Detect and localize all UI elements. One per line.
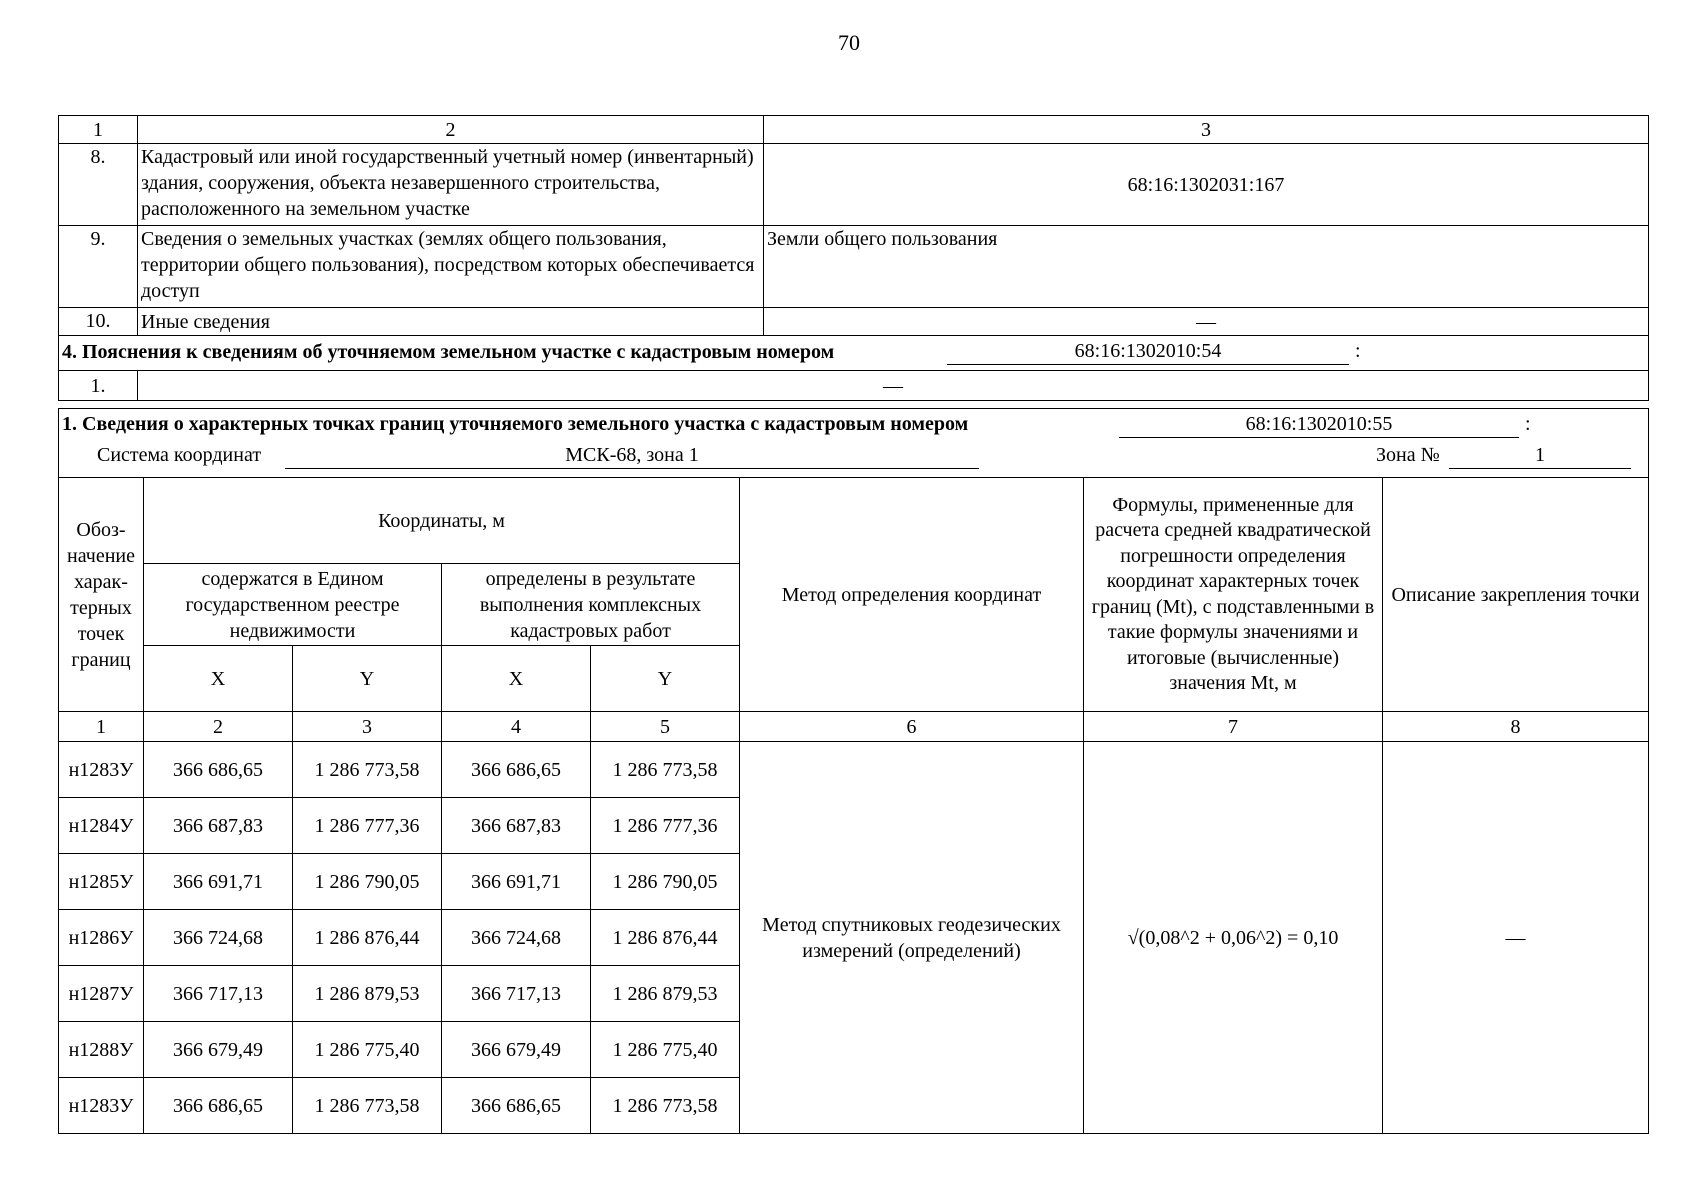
point-x-registry: 366 679,49 — [144, 1022, 293, 1078]
header-y: Y — [293, 646, 442, 712]
header-x: X — [144, 646, 293, 712]
section4-colon: : — [1355, 340, 1361, 362]
table-row — [59, 144, 1649, 226]
point-x-determined: 366 686,65 — [442, 1078, 591, 1134]
point-y-registry: 1 286 773,58 — [293, 1078, 442, 1134]
col-number: 8 — [1383, 712, 1649, 742]
point-designation: н1283У — [59, 742, 144, 798]
column-number-row — [59, 116, 1649, 144]
col-number: 5 — [591, 712, 740, 742]
col-number: 4 — [442, 712, 591, 742]
section4-cadastral-number: 68:16:1302010:54 — [947, 338, 1349, 365]
point-x-determined: 366 691,71 — [442, 854, 591, 910]
method-value: Метод спутниковых геодезических измерений (определений) — [740, 742, 1084, 1134]
boundary-points-table — [58, 408, 1649, 1134]
table-row — [59, 308, 1649, 336]
header-in-registry: содержатся в Едином государственном реестре недвижимости — [144, 564, 442, 646]
coord-system-value: МСК-68, зона 1 — [285, 442, 979, 469]
description-value: — — [1383, 742, 1649, 1134]
col-number: 2 — [138, 116, 764, 144]
col-number: 1 — [59, 116, 138, 144]
col-number: 3 — [293, 712, 442, 742]
zone-value: 1 — [1449, 442, 1631, 469]
point-y-determined: 1 286 775,40 — [591, 1022, 740, 1078]
point-x-registry: 366 724,68 — [144, 910, 293, 966]
row-number: 9. — [59, 226, 138, 308]
header-description: Описание закрепления точки — [1383, 478, 1649, 712]
point-y-determined: 1 286 773,58 — [591, 1078, 740, 1134]
col-number: 2 — [144, 712, 293, 742]
point-y-determined: 1 286 879,53 — [591, 966, 740, 1022]
point-x-registry: 366 686,65 — [144, 742, 293, 798]
zone-label: Зона № — [1376, 444, 1440, 466]
point-x-determined: 366 679,49 — [442, 1022, 591, 1078]
section1-header-row — [59, 409, 1649, 478]
col-number: 6 — [740, 712, 1084, 742]
col-number: 1 — [59, 712, 144, 742]
row-label: Кадастровый или иной государственный учетный номер (инвентарный) здания, сооружения, объекта незавершенного строительства, расположенного на земельном участке — [138, 144, 764, 226]
point-designation: н1284У — [59, 798, 144, 854]
point-designation: н1288У — [59, 1022, 144, 1078]
row-label: Сведения о земельных участках (землях общего пользования, территории общего пользования), посредством которых обеспечивается доступ — [138, 226, 764, 308]
section4-row — [59, 371, 1649, 401]
point-y-registry: 1 286 790,05 — [293, 854, 442, 910]
header-designation: Обоз-начение харак-терных точек границ — [59, 478, 144, 712]
point-x-determined: 366 717,13 — [442, 966, 591, 1022]
point-y-registry: 1 286 876,44 — [293, 910, 442, 966]
point-x-registry: 366 717,13 — [144, 966, 293, 1022]
point-designation: н1286У — [59, 910, 144, 966]
header-method: Метод определения координат — [740, 478, 1084, 712]
header-x: X — [442, 646, 591, 712]
formula-value: √(0,08^2 + 0,06^2) = 0,10 — [1084, 742, 1383, 1134]
point-y-registry: 1 286 773,58 — [293, 742, 442, 798]
point-y-registry: 1 286 777,36 — [293, 798, 442, 854]
section4-header-row — [59, 336, 1649, 371]
row-label: Иные сведения — [138, 308, 764, 336]
row-value: — — [764, 308, 1649, 336]
header-coordinates: Координаты, м — [144, 478, 740, 564]
row-number: 1. — [59, 371, 138, 401]
point-designation: н1285У — [59, 854, 144, 910]
point-x-registry: 366 691,71 — [144, 854, 293, 910]
section4-title: 4. Пояснения к сведениям об уточняемом земельном участке с кадастровым номером — [62, 341, 835, 363]
point-y-determined: 1 286 790,05 — [591, 854, 740, 910]
section1-title: 1. Сведения о характерных точках границ уточняемого земельного участка с кадастровым номером — [62, 413, 969, 435]
section1-colon: : — [1525, 413, 1531, 435]
row-number: 10. — [59, 308, 138, 336]
point-y-determined: 1 286 777,36 — [591, 798, 740, 854]
row-value: Земли общего пользования — [764, 226, 1649, 308]
row-value: — — [138, 371, 1649, 401]
row-number: 8. — [59, 144, 138, 226]
page-number: 70 — [838, 30, 860, 55]
point-x-determined: 366 724,68 — [442, 910, 591, 966]
point-x-determined: 366 686,65 — [442, 742, 591, 798]
header-determined: определены в результате выполнения комплексных кадастровых работ — [442, 564, 740, 646]
table-row — [59, 226, 1649, 308]
point-x-registry: 366 687,83 — [144, 798, 293, 854]
header-row-1 — [59, 478, 1649, 564]
parcel-info-table — [58, 115, 1649, 401]
header-formulas: Формулы, примененные для расчета средней квадратической погрешности определения координат характерных точек границ (Mt), с подставленными в такие формулы значениями и итоговые (вычисленные) значения Mt, м — [1084, 478, 1383, 712]
header-y: Y — [591, 646, 740, 712]
row-value: 68:16:1302031:167 — [764, 144, 1649, 226]
point-x-determined: 366 687,83 — [442, 798, 591, 854]
table-row — [59, 742, 1649, 798]
point-y-determined: 1 286 876,44 — [591, 910, 740, 966]
point-y-registry: 1 286 775,40 — [293, 1022, 442, 1078]
point-x-registry: 366 686,65 — [144, 1078, 293, 1134]
point-y-determined: 1 286 773,58 — [591, 742, 740, 798]
point-y-registry: 1 286 879,53 — [293, 966, 442, 1022]
column-number-row — [59, 712, 1649, 742]
col-number: 7 — [1084, 712, 1383, 742]
coord-system-label: Система координат — [97, 444, 262, 466]
col-number: 3 — [764, 116, 1649, 144]
point-designation: н1287У — [59, 966, 144, 1022]
point-designation: н1283У — [59, 1078, 144, 1134]
section1-cadastral-number: 68:16:1302010:55 — [1119, 411, 1519, 438]
